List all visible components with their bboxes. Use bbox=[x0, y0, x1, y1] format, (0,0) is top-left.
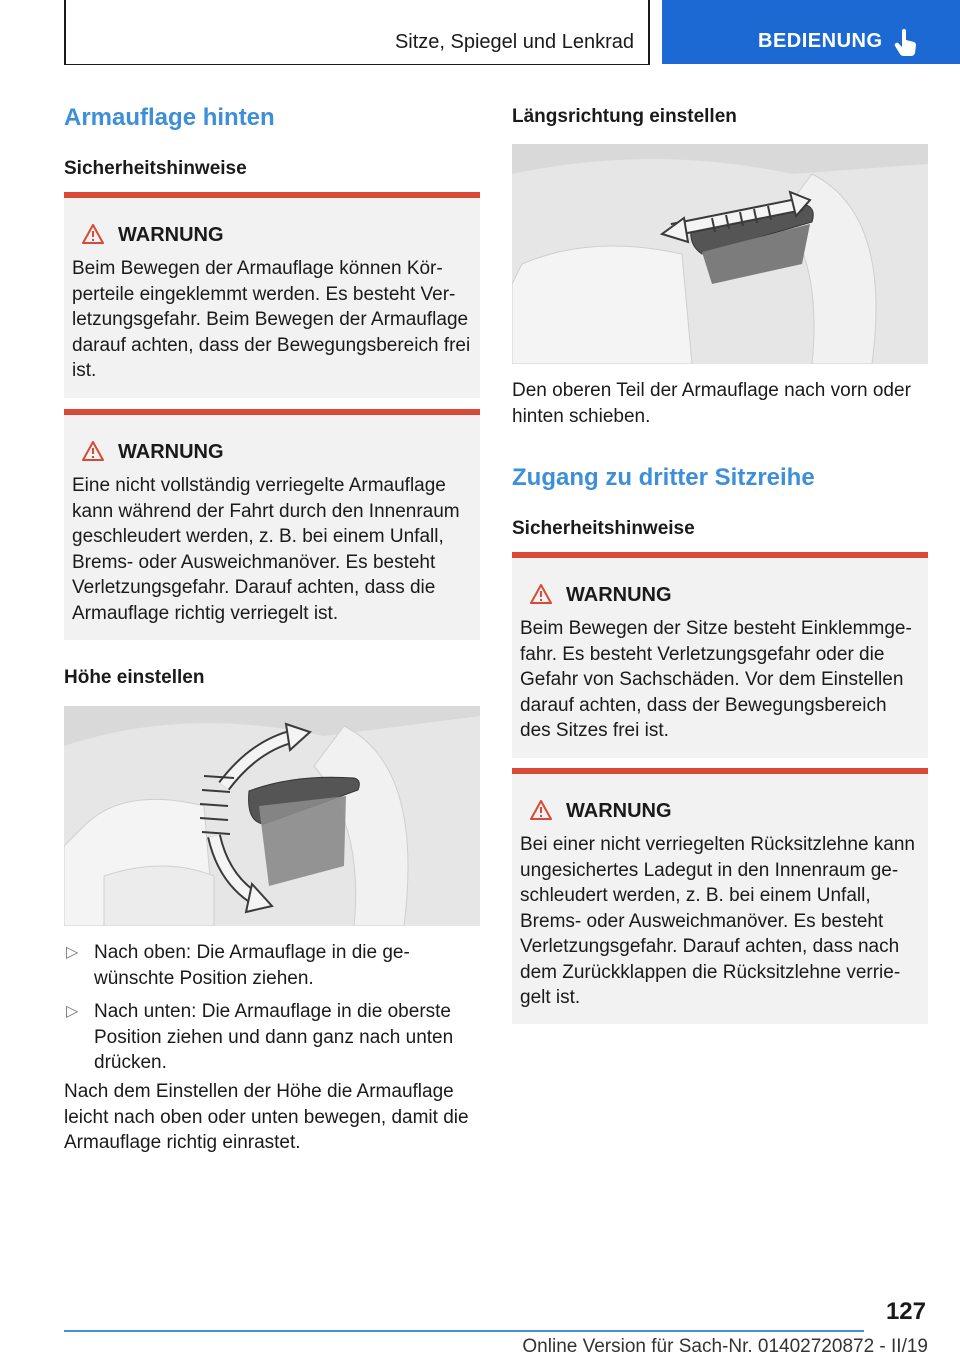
hand-pointer-icon bbox=[894, 28, 918, 56]
height-note: Nach dem Einstellen der Höhe die Armauflage leicht nach oben oder unten bewegen, damit die Armauflage richtig einrastet. bbox=[64, 1081, 469, 1153]
section-tab-label: BEDIENUNG bbox=[758, 30, 883, 52]
warning-box-1 bbox=[64, 192, 480, 398]
list-item-text: Nach oben: Die Armauflage in die gewünschte Position ziehen. bbox=[94, 942, 410, 989]
warning-text: Eine nicht vollständig verriegelte Armauflage kann während der Fahrt durch den Innenraum geschleudert werden, z. B. bei einem Unfall, Brems- oder Ausweichmanöver. Es besteht Verletzungsgefahr. Darauf achten, dass die Armauflage richtig verriegelt ist. bbox=[72, 475, 460, 624]
warning-box-2 bbox=[64, 409, 480, 640]
triangle-bullet-icon: ▷ bbox=[66, 1003, 79, 1020]
armrest-length-illustration bbox=[512, 144, 928, 364]
warning-text: Beim Bewegen der Armauflage können Körperteile eingeklemmt werden. Es besteht Verletzungsgefahr. Beim Bewegen der Armauflage darauf achten, dass der Bewegungsbereich frei ist. bbox=[72, 258, 471, 381]
warning-box-4 bbox=[512, 768, 928, 1024]
warning-triangle-icon bbox=[530, 800, 552, 820]
list-item bbox=[64, 940, 480, 991]
warning-triangle-icon bbox=[82, 441, 104, 461]
section-title-armauflage: Armauflage hinten bbox=[64, 104, 275, 131]
safety-heading-right: Sicherheitshinweise bbox=[512, 518, 695, 539]
chapter-title: Sitze, Spiegel und Lenkrad bbox=[394, 31, 634, 53]
list-item-text: Nach unten: Die Armauflage in die oberste Position ziehen und dann ganz nach unten drücken. bbox=[94, 1001, 454, 1073]
warning-title: WARNUNG bbox=[118, 224, 224, 246]
safety-heading-left: Sicherheitshinweise bbox=[64, 158, 247, 179]
height-steps-list bbox=[64, 940, 480, 1084]
footer-rule bbox=[64, 1330, 864, 1332]
warning-triangle-icon bbox=[530, 584, 552, 604]
header-rule bbox=[64, 64, 650, 65]
footer-version: Online Version für Sach-Nr. 01402720872 - II/19 bbox=[522, 1336, 928, 1357]
list-item bbox=[64, 999, 480, 1076]
armrest-height-illustration bbox=[64, 706, 480, 926]
length-text: Den oberen Teil der Armauflage nach vorn oder hinten schieben. bbox=[512, 380, 911, 427]
warning-text: Bei einer nicht verriegelten Rücksitzlehne kann ungesichertes Ladegut in den Innenraum geschleudert werden, z. B. bei einem Unfall, Brems- oder Ausweichmanöver. Es besteht Verletzungsgefahr. Darauf achten, dass nach dem Zurückklappen die Rücksitzlehne verriegelt ist. bbox=[520, 834, 915, 1008]
warning-text: Beim Bewegen der Sitze besteht Einklemmgefahr. Es besteht Verletzungsgefahr oder die Gefahr von Sachschäden. Vor dem Einstellen darauf achten, dass der Bewegungsbereich des Sitzes frei ist. bbox=[520, 618, 912, 741]
warning-triangle-icon bbox=[82, 224, 104, 244]
header-divider-right bbox=[648, 0, 650, 64]
warning-title: WARNUNG bbox=[566, 800, 672, 822]
warning-title: WARNUNG bbox=[118, 441, 224, 463]
section-title-third-row: Zugang zu dritter Sitzreihe bbox=[512, 464, 815, 491]
section-tab[interactable] bbox=[662, 0, 960, 64]
warning-title: WARNUNG bbox=[566, 584, 672, 606]
length-heading: Längsrichtung einstellen bbox=[512, 106, 737, 127]
warning-box-3 bbox=[512, 552, 928, 758]
height-heading: Höhe einstellen bbox=[64, 667, 205, 688]
page-number: 127 bbox=[885, 1298, 926, 1325]
triangle-bullet-icon: ▷ bbox=[66, 944, 79, 961]
